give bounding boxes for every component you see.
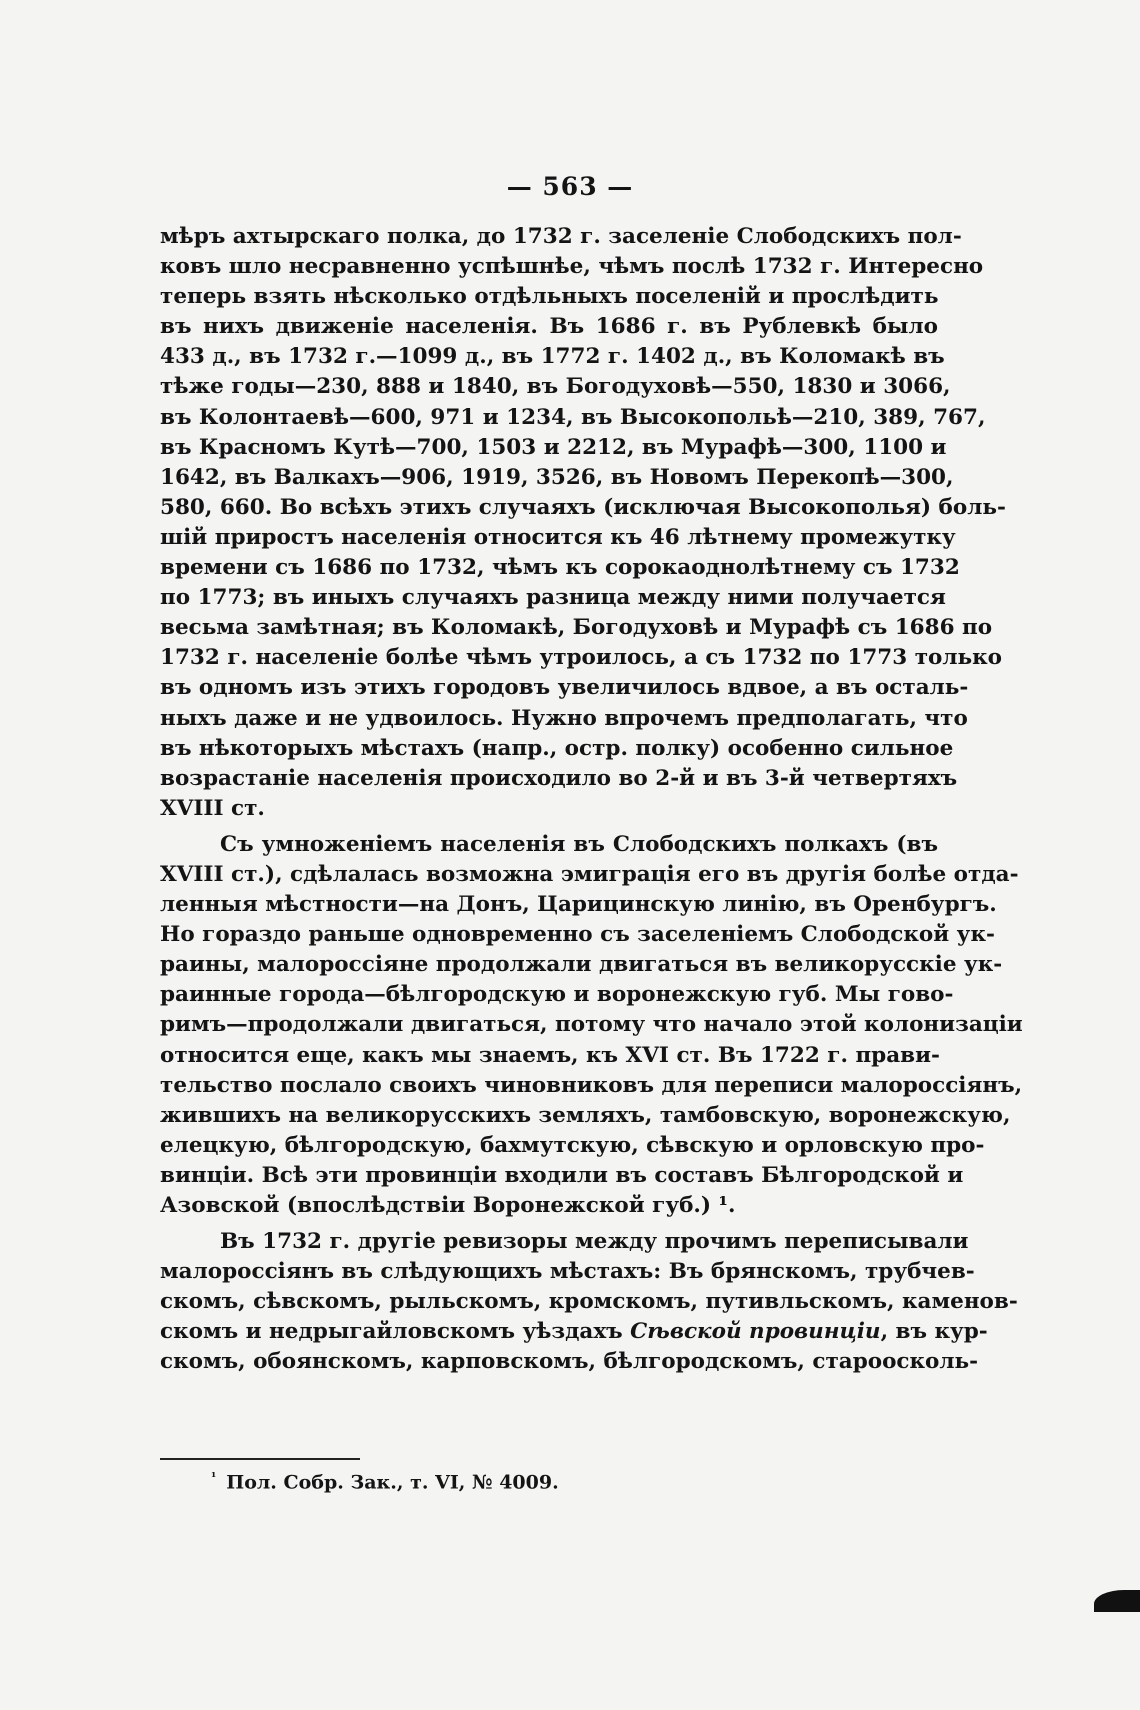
text-line: возрастаніе населенія происходило во 2-й и въ 3-й четвертяхъ xyxy=(160,765,958,791)
text-segment: скомъ и недрыгайловскомъ уѣздахъ xyxy=(160,1319,623,1345)
text-line: тельство послало своихъ чиновниковъ для переписи малороссіянъ, xyxy=(160,1072,1023,1098)
text-line xyxy=(160,1317,988,1347)
text-line: въ нихъ движеніе населенія. Въ 1686 г. въ Рублевкѣ было xyxy=(160,314,938,340)
footnote xyxy=(211,1470,559,1493)
text-line: тѣже годы—230, 888 и 1840, въ Богодуховѣ—550, 1830 и 3066, xyxy=(160,374,951,400)
text-line: 580, 660. Во всѣхъ этихъ случаяхъ (исключая Высокополья) боль- xyxy=(160,494,1006,520)
footnote-text: Пол. Собр. Зак., т. VI, № 4009. xyxy=(226,1471,559,1494)
text-segment: , въ кур- xyxy=(880,1319,988,1345)
text-line: раинные города—бѣлгородскую и воронежскую губ. Мы гово- xyxy=(160,982,954,1008)
text-line: 1732 г. населеніе болѣе чѣмъ утроилось, а съ 1732 по 1773 только xyxy=(160,645,1002,671)
italic-phrase: Сѣвской провинціи xyxy=(630,1319,881,1345)
text-line: Азовской (впослѣдствіи Воронежской губ.) ¹. xyxy=(160,1193,736,1218)
text-line: малороссіянъ въ слѣдующихъ мѣстахъ: Въ брянскомъ, трубчев- xyxy=(160,1259,975,1285)
text-line: относится еще, какъ мы знаемъ, къ XVI ст. Въ 1722 г. прави- xyxy=(160,1042,940,1068)
text-line: ленныя мѣстности—на Донъ, Царицинскую линію, въ Оренбургъ. xyxy=(160,892,997,918)
text-line: жившихъ на великорусскихъ земляхъ, тамбовскую, воронежскую, xyxy=(160,1102,1011,1128)
text-line: въ одномъ изъ этихъ городовъ увеличилось вдвое, а въ осталь- xyxy=(160,675,969,701)
text-line: Съ умноженіемъ населенія въ Слободскихъ полкахъ (въ xyxy=(220,831,938,857)
text-line: 1642, въ Валкахъ—906, 1919, 3526, въ Новомъ Перекопѣ—300, xyxy=(160,464,954,490)
text-line: по 1773; въ иныхъ случаяхъ разница между ними получается xyxy=(160,585,946,611)
page-edge-mark xyxy=(1094,1590,1140,1612)
text-line: елецкую, бѣлгородскую, бахмутскую, сѣвскую и орловскую про- xyxy=(160,1132,985,1158)
text-line: ковъ шло несравненно успѣшнѣе, чѣмъ послѣ 1732 г. Интересно xyxy=(160,254,984,280)
text-line: скомъ, обоянскомъ, карповскомъ, бѣлгородскомъ, староосколь- xyxy=(160,1349,979,1375)
text-line: времени съ 1686 по 1732, чѣмъ къ сорокаоднолѣтнему съ 1732 xyxy=(160,555,960,581)
text-line: Въ 1732 г. другіе ревизоры между прочимъ переписывали xyxy=(220,1229,969,1255)
text-line: раины, малороссіяне продолжали двигаться въ великорусскіе ук- xyxy=(160,952,1003,978)
text-line: въ нѣкоторыхъ мѣстахъ (напр., остр. полку) особенно сильное xyxy=(160,735,954,761)
text-line: Но гораздо раньше одновременно съ заселеніемъ Слободской ук- xyxy=(160,922,995,948)
text-line: 433 д., въ 1732 г.—1099 д., въ 1772 г. 1402 д., въ Коломакѣ въ xyxy=(160,344,945,370)
text-line: скомъ, сѣвскомъ, рыльскомъ, кромскомъ, путивльскомъ, каменов- xyxy=(160,1289,1018,1315)
page-number: — 563 — xyxy=(506,172,634,201)
text-line: винціи. Всѣ эти провинціи входили въ составъ Бѣлгородской и xyxy=(160,1162,964,1188)
text-line: мѣръ ахтырскаго полка, до 1732 г. заселеніе Слободскихъ пол- xyxy=(160,224,962,249)
text-line: XVIII ст. xyxy=(160,795,265,821)
text-line: въ Красномъ Кутѣ—700, 1503 и 2212, въ Мурафѣ—300, 1100 и xyxy=(160,434,947,460)
footnote-marker: ¹ xyxy=(211,1470,217,1484)
text-line: весьма замѣтная; въ Коломакѣ, Богодуховѣ и Мурафѣ съ 1686 по xyxy=(160,615,993,641)
text-line: XVIII ст.), сдѣлалась возможна эмиграція его въ другія болѣе отда- xyxy=(160,861,1019,887)
body-text xyxy=(160,222,1023,1378)
text-line: шій приростъ населенія относится къ 46 лѣтнему промежутку xyxy=(160,524,956,550)
text-line: теперь взять нѣсколько отдѣльныхъ поселеній и прослѣдить xyxy=(160,284,939,310)
text-line: ныхъ даже и не удвоилось. Нужно впрочемъ предполагать, что xyxy=(160,705,968,731)
footnote-divider xyxy=(160,1458,360,1460)
text-line: римъ—продолжали двигаться, потому что начало этой колонизаціи xyxy=(160,1012,1023,1038)
text-line: въ Колонтаевѣ—600, 971 и 1234, въ Высокопольѣ—210, 389, 767, xyxy=(160,404,986,430)
